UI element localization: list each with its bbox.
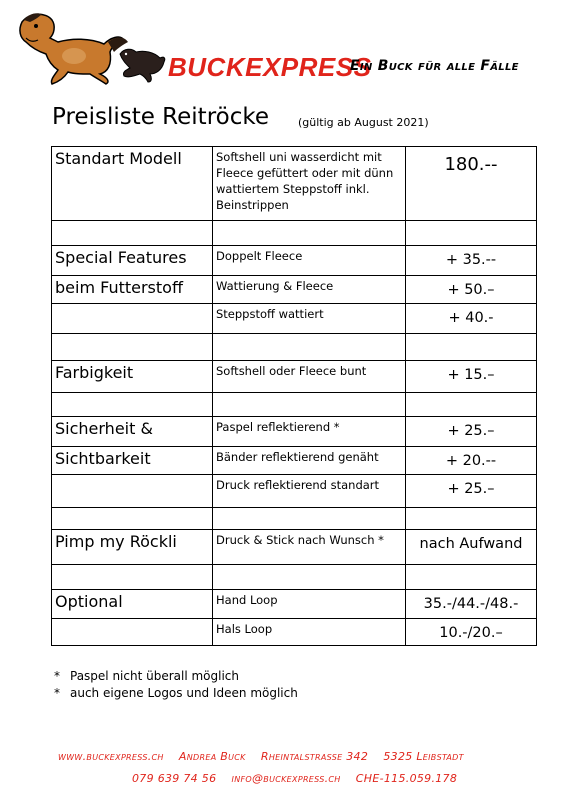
- price-cell: [406, 221, 537, 246]
- table-row: [52, 530, 537, 565]
- footnote-mark: *: [54, 686, 60, 700]
- footer-address: www.buckexpress.ch Andrea Buck Rheintalstrasse 342 5325 Leibstadt: [58, 750, 464, 763]
- price-cell: + 50.–: [406, 276, 537, 304]
- table-row: [52, 246, 537, 276]
- feature-cell: [52, 393, 213, 417]
- table-row: [52, 221, 537, 246]
- price-cell: [406, 508, 537, 530]
- price-cell: + 40.-: [406, 304, 537, 334]
- footer-contact: 079 639 74 56 info@buckexpress.ch CHE-115.059.178: [132, 772, 458, 785]
- description-cell: Paspel reflektierend *: [213, 417, 406, 447]
- feature-cell: Sicherheit &: [52, 417, 213, 447]
- feature-cell: Sichtbarkeit: [52, 447, 213, 475]
- price-table: [51, 146, 537, 646]
- description-cell: Druck reflektierend standart: [213, 475, 406, 508]
- feature-cell: Standart Modell: [52, 147, 213, 221]
- table-row: [52, 304, 537, 334]
- feature-cell: Optional: [52, 590, 213, 619]
- price-cell: nach Aufwand: [406, 530, 537, 565]
- footnote-text: Paspel nicht überall möglich: [70, 669, 240, 683]
- description-cell: Softshell uni wasserdicht mit Fleece gefüttert oder mit dünn wattiertem Steppstoff inkl. Beinstrippen: [213, 147, 406, 221]
- validity-note: (gültig ab August 2021): [298, 116, 429, 129]
- description-cell: [213, 393, 406, 417]
- table-row: [52, 475, 537, 508]
- table-row: [52, 619, 537, 646]
- price-cell: [406, 393, 537, 417]
- description-cell: Steppstoff wattiert: [213, 304, 406, 334]
- price-cell: + 35.--: [406, 246, 537, 276]
- price-cell: [406, 565, 537, 590]
- table-row: [52, 565, 537, 590]
- table-row: [52, 447, 537, 475]
- feature-cell: [52, 619, 213, 646]
- footnote-mark: *: [54, 669, 60, 683]
- dark-pony-drawing: [120, 49, 165, 82]
- table-row: [52, 276, 537, 304]
- price-cell: [406, 334, 537, 361]
- price-cell: 35.-/44.-/48.-: [406, 590, 537, 619]
- brand-slogan: Ein Buck für alle Fälle: [350, 58, 519, 74]
- description-cell: [213, 221, 406, 246]
- chestnut-horse-drawing: [20, 13, 128, 84]
- description-cell: Bänder reflektierend genäht: [213, 447, 406, 475]
- description-cell: [213, 334, 406, 361]
- feature-cell: beim Futterstoff: [52, 276, 213, 304]
- description-cell: Hand Loop: [213, 590, 406, 619]
- feature-cell: [52, 334, 213, 361]
- price-cell: 180.--: [406, 147, 537, 221]
- footnote: [54, 668, 298, 685]
- description-cell: [213, 565, 406, 590]
- feature-cell: [52, 475, 213, 508]
- price-cell: + 20.--: [406, 447, 537, 475]
- footnotes: [54, 668, 298, 702]
- table-row: [52, 334, 537, 361]
- page-title: Preisliste Reitröcke: [52, 104, 270, 130]
- description-cell: [213, 508, 406, 530]
- footnote: [54, 685, 298, 702]
- feature-cell: [52, 508, 213, 530]
- description-cell: Hals Loop: [213, 619, 406, 646]
- description-cell: Druck & Stick nach Wunsch *: [213, 530, 406, 565]
- price-cell: + 25.–: [406, 417, 537, 447]
- table-row: [52, 393, 537, 417]
- table-row: [52, 417, 537, 447]
- table-row: [52, 508, 537, 530]
- feature-cell: Farbigkeit: [52, 361, 213, 393]
- feature-cell: [52, 304, 213, 334]
- description-cell: Wattierung & Fleece: [213, 276, 406, 304]
- table-row: [52, 361, 537, 393]
- brand-name: BUCKEXPRESS: [168, 52, 372, 82]
- horse-logo: [12, 8, 167, 86]
- price-cell: + 15.–: [406, 361, 537, 393]
- description-cell: Doppelt Fleece: [213, 246, 406, 276]
- description-cell: Softshell oder Fleece bunt: [213, 361, 406, 393]
- price-cell: 10.-/20.–: [406, 619, 537, 646]
- footnote-text: auch eigene Logos und Ideen möglich: [70, 686, 298, 700]
- table-row: [52, 590, 537, 619]
- feature-cell: [52, 565, 213, 590]
- price-cell: + 25.–: [406, 475, 537, 508]
- table-row: [52, 147, 537, 221]
- feature-cell: Special Features: [52, 246, 213, 276]
- feature-cell: [52, 221, 213, 246]
- feature-cell: Pimp my Röckli: [52, 530, 213, 565]
